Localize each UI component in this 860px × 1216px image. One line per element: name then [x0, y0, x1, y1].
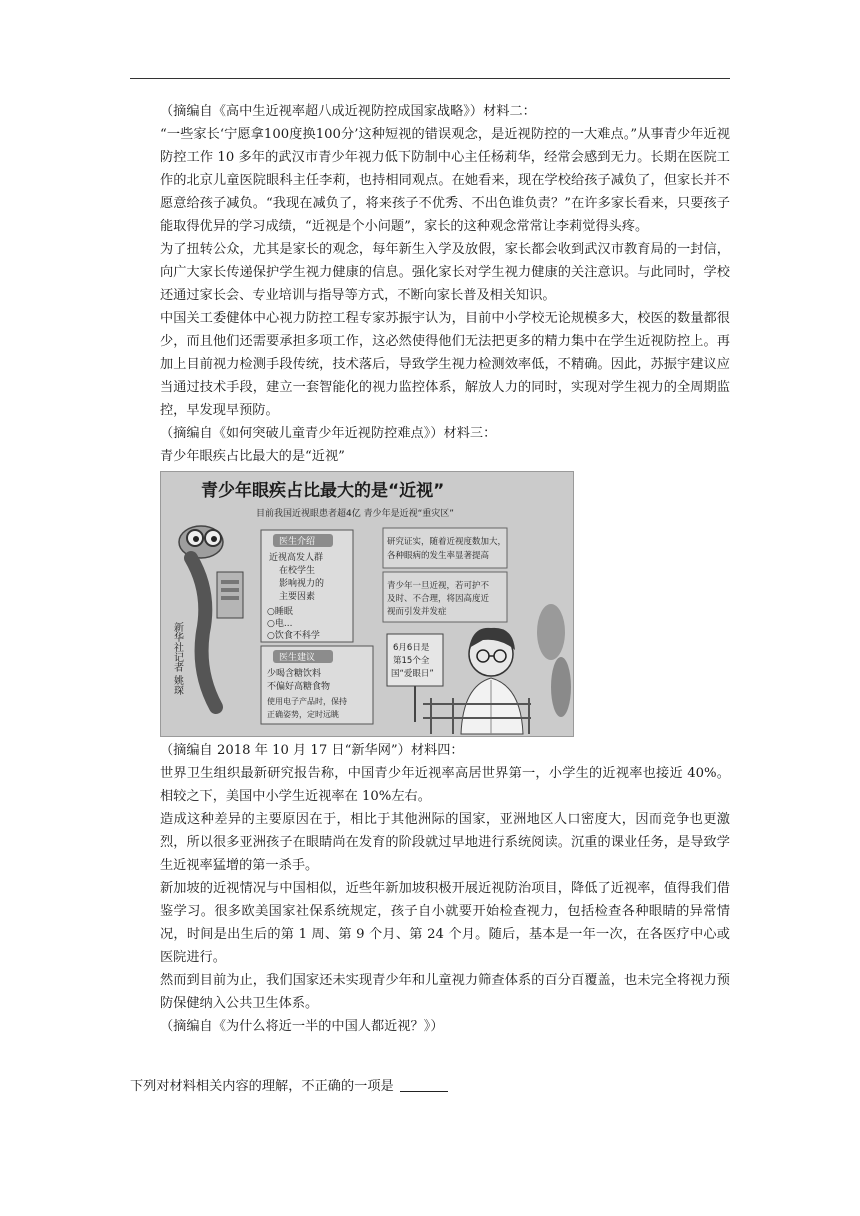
source-line-4: （摘编自《为什么将近一半的中国人都近视？》） [160, 1019, 444, 1034]
material4-paragraph-3: 新加坡的近视情况与中国相似，近些年新加坡积极开展近视防治项目，降低了近视率，值得我们借鉴学习。很多欧美国家社保系统规定，孩子自小就要开始检查视力，包括检查各种眼睛的异常情况，时间是出生后的第 1 周、第 9 个月、第 24 个月。随后，基本是一年一次，在各医疗中心或医院进行。 [160, 881, 730, 965]
material2-paragraph-2: 为了扭转公众，尤其是家长的观念，每年新生入学及放假，家长都会收到武汉市教育局的一封信，向广大家长传递保护学生视力健康的信息。强化家长对学生视力健康的关注意识。与此同时，学校还通过家长会、专业培训与指导等方式，不断向家长普及相关知识。 [160, 242, 730, 303]
box1-line: ○电... [267, 619, 293, 629]
research-line: 各种眼病的发生率显著提高 [387, 551, 490, 561]
sign-line: 第15个全 [393, 656, 430, 666]
box1-line: 近视高发人群 [269, 553, 324, 563]
box2-line: 正确姿势，定时远眺 [267, 710, 339, 719]
sign-line: 6月6日是 [393, 643, 430, 653]
box2-line: 少喝含糖饮料 [267, 669, 322, 679]
material4-paragraph-2: 造成这种差异的主要原因在于，相比于其他洲际的国家，亚洲地区人口密度大，因而竞争也更激烈，所以很多亚洲孩子在眼睛尚在发育的阶段就过早地进行系统阅读。沉重的课业任务，是导致学生近视率猛增的第一杀手。 [160, 812, 730, 873]
photo-credit: 新华社记者 姚琛 [171, 622, 183, 696]
source-line-3: （摘编自 2018 年 10 月 17 日“新华网”）材料四： [160, 743, 464, 758]
doctor-advice-panel [261, 646, 373, 724]
question-text: 下列对材料相关内容的理解，不正确的一项是 [130, 1079, 394, 1094]
material2-paragraph-3: 中国关工委健体中心视力防控工程专家苏振宇认为，目前中小学校无论规模多大，校医的数量都很少，而且他们还需要承担多项工作，这必然使得他们无法把更多的精力集中在学生近视防控上。再加上目前视力检测手段传统，技术落后，导致学生视力检测效率低，不精确。因此，苏振宇建议应当通过技术手段，建立一套智能化的视力监控体系，解放人力的同时，实现对学生视力的全周期监控，早发现早预防。 [160, 311, 730, 418]
document-body [160, 100, 730, 1038]
doctor-advice-heading: 医生建议 [279, 653, 316, 663]
box2-line: 使用电子产品时，保持 [267, 697, 347, 706]
sign-line: 国“爱眼日” [391, 669, 434, 679]
infographic-subtitle: 目前我国近视眼患者超4亿 青少年是近视“重灾区” [256, 509, 454, 519]
complication-line: 及时、不合理，将因高度近 [387, 594, 490, 604]
research-note-panel [383, 528, 507, 622]
answer-blank[interactable] [400, 1076, 448, 1092]
box1-line: 主要因素 [279, 592, 316, 602]
material4-paragraph-1: 世界卫生组织最新研究报告称，中国青少年近视率高居世界第一，小学生的近视率也接近 40%。相较之下，美国中小学生近视率在 10%左右。 [160, 766, 730, 804]
material4-paragraph-4: 然而到目前为止，我们国家还未实现青少年和儿童视力筛查体系的百分百覆盖，也未完全将视力预防保健纳入公共卫生体系。 [160, 973, 730, 1011]
box1-line: 影响视力的 [279, 579, 325, 589]
source-line-2: （摘编自《如何突破儿童青少年近视防控难点》）材料三： [160, 426, 497, 441]
question-line [130, 1075, 448, 1098]
material2-paragraph-1: “一些家长‘宁愿拿100度换100分’这种短视的错误观念，是近视防控的一大难点。”从事青少年近视防控工作 10 多年的武汉市青少年视力低下防制中心主任杨莉华，经常会感到无力。长期在医院工作的北京儿童医院眼科主任李莉，也持相同观点。在她看来，现在学校给孩子减负了，但家长并不愿意给孩子减负。“我现在减负了，将来孩子不优秀、不出色谁负责？”在许多家长看来，只要孩子能取得优异的学习成绩，“近视是个小问题”，家长的这种观念常常让李莉觉得头疼。 [160, 127, 730, 234]
header-rule [130, 78, 730, 79]
infographic-image [160, 471, 574, 737]
complication-line: 视而引发并发症 [387, 607, 447, 617]
complication-line: 青少年一旦近视，若可护不 [387, 581, 490, 591]
box1-line: 在校学生 [279, 566, 316, 576]
infographic-drawing [161, 472, 573, 736]
box2-line: 不偏好高糖食物 [267, 682, 331, 692]
box1-line: ○睡眠 [267, 607, 293, 617]
box1-line: ○饮食不科学 [267, 631, 320, 641]
doctor-intro-heading: 医生介绍 [279, 537, 316, 547]
infographic-title: 青少年眼疾占比最大的是“近视” [201, 481, 445, 501]
figure-caption: 青少年眼疾占比最大的是“近视” [160, 449, 345, 464]
research-line: 研究证实，随着近视度数加大， [387, 537, 507, 547]
source-line-1: （摘编自《高中生近视率超八成近视防控成国家战略》）材料二： [160, 104, 536, 119]
doctor-info-panel [261, 530, 353, 642]
